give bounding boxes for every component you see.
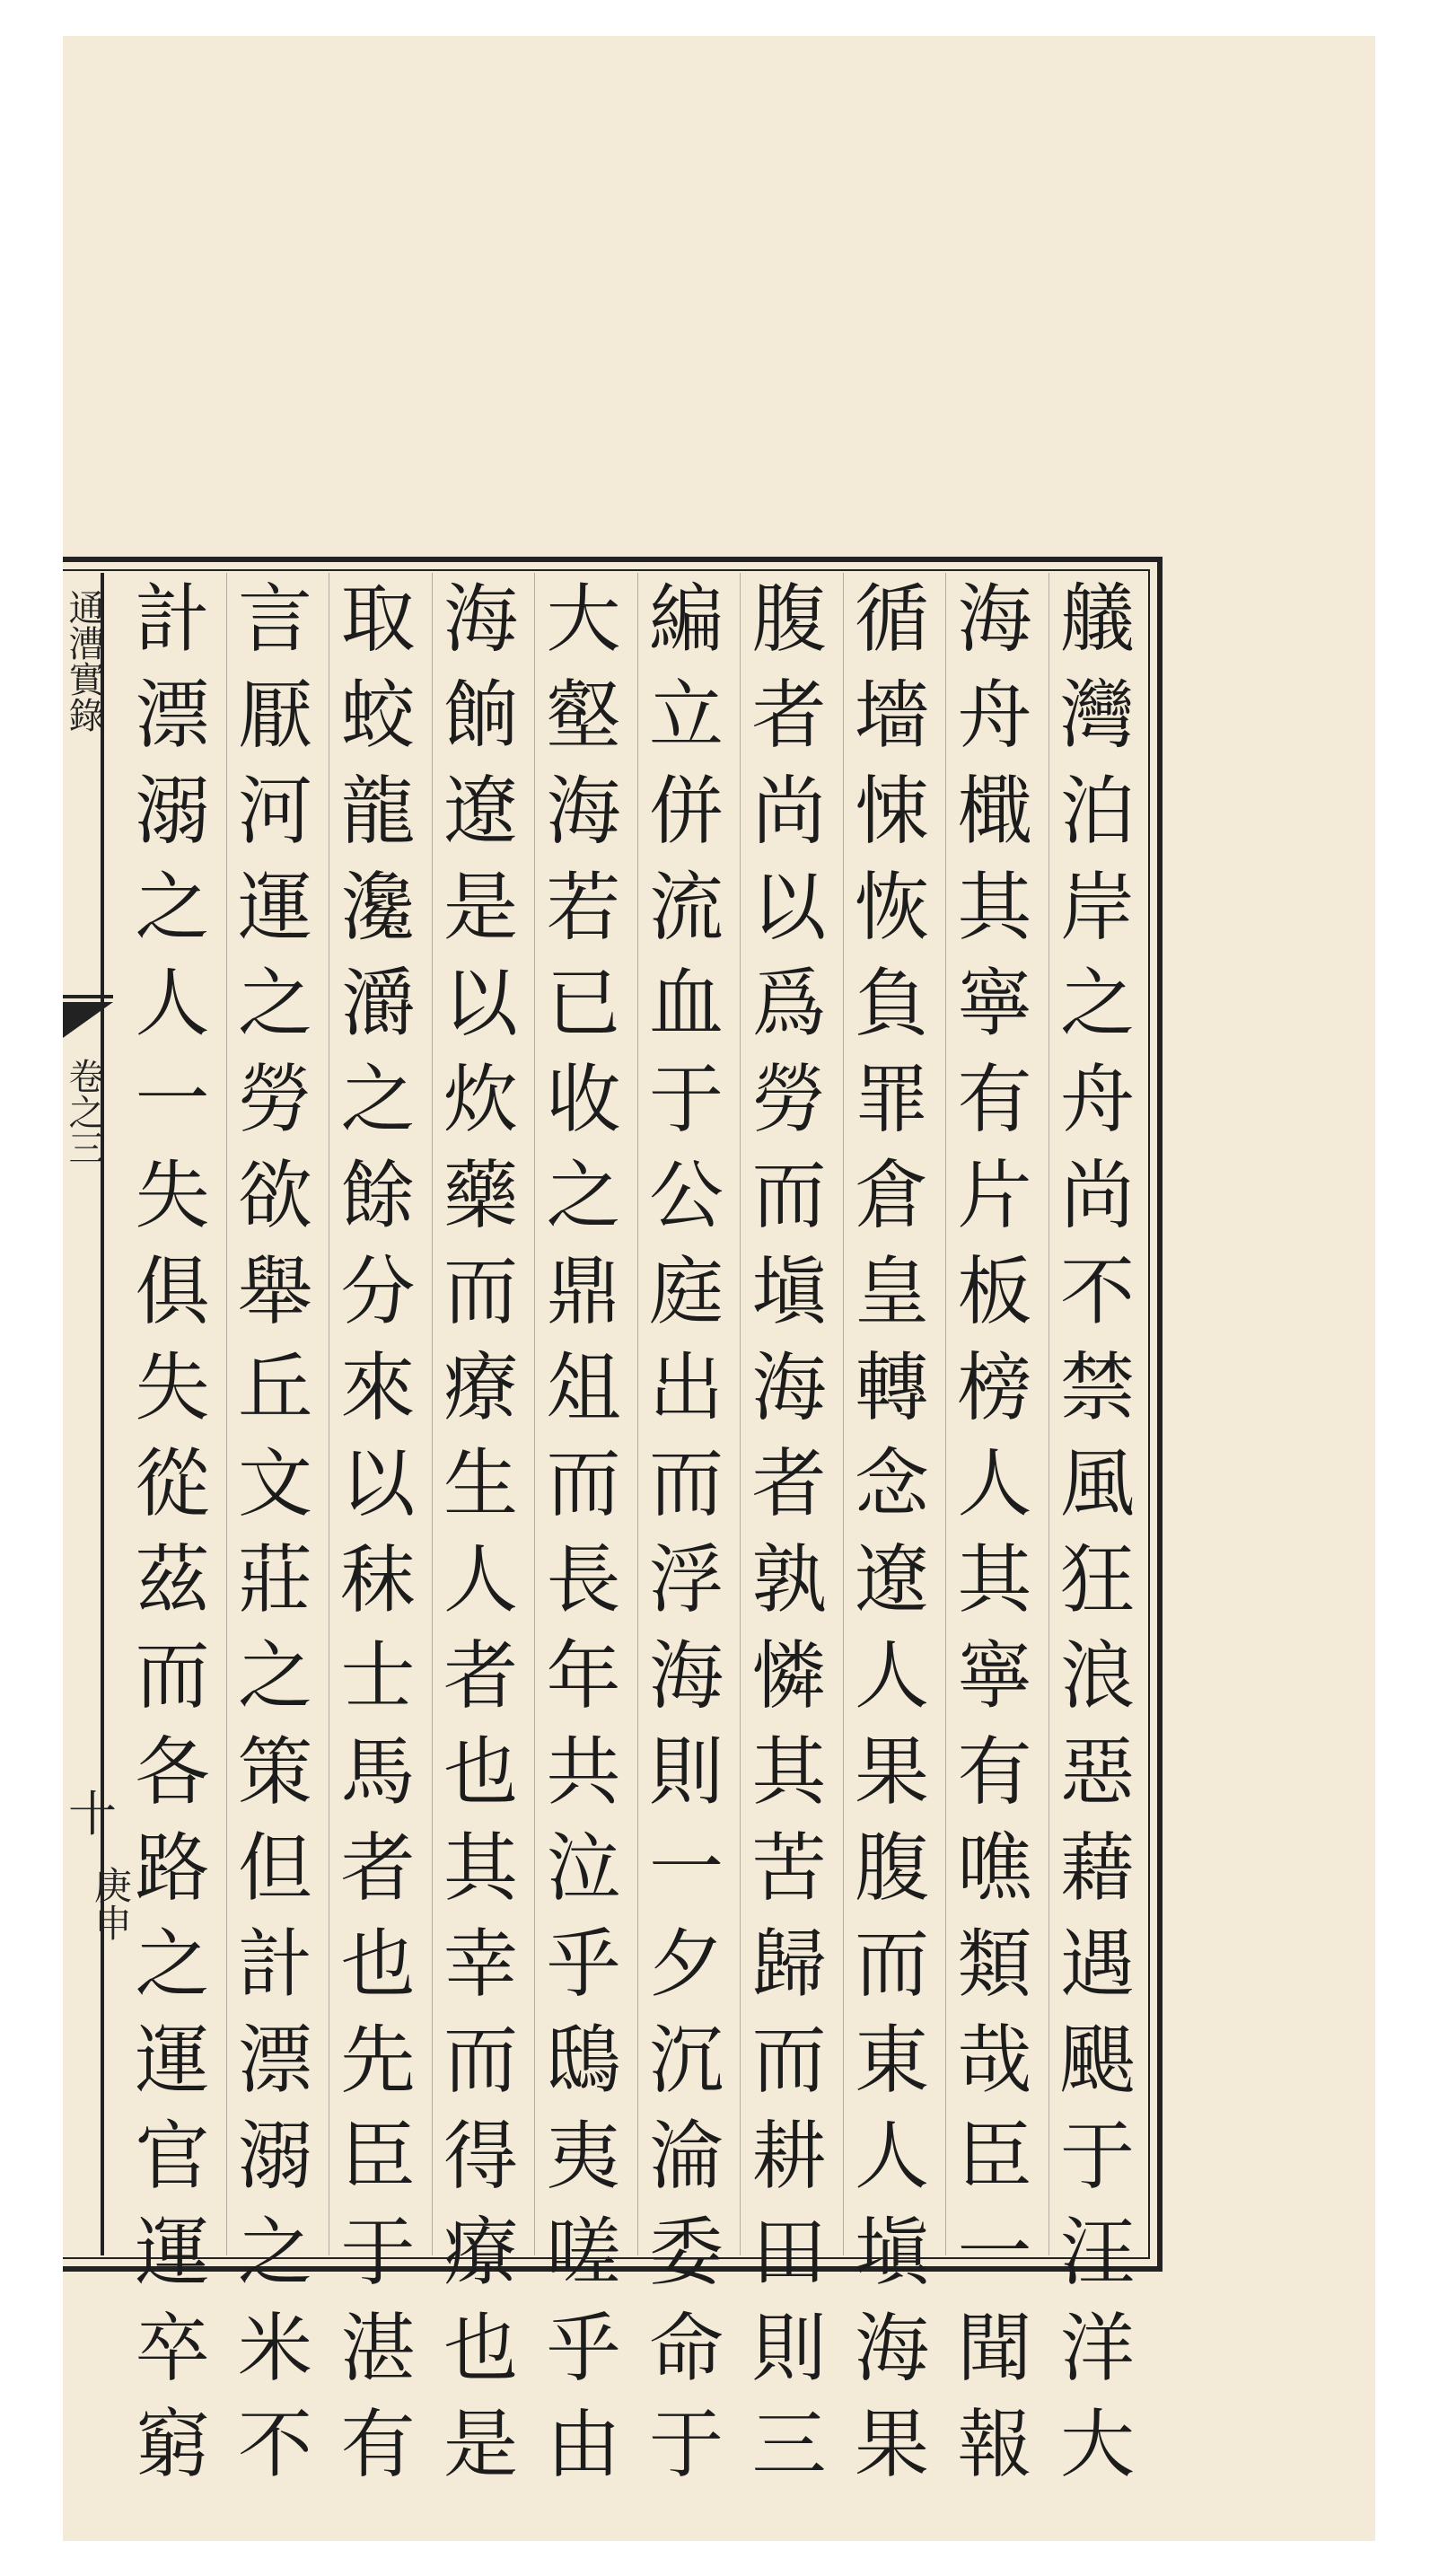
glyph: 長 (546, 1536, 621, 1623)
glyph: 壑 (546, 672, 621, 759)
glyph: 窮 (135, 2401, 210, 2488)
glyph: 卒 (135, 2305, 210, 2392)
glyph: 者 (751, 1440, 827, 1527)
glyph: 而 (751, 1152, 827, 1239)
glyph: 溺 (135, 768, 210, 855)
glyph: 而 (135, 1632, 210, 1719)
glyph: 之 (1060, 960, 1135, 1047)
glyph: 聞 (957, 2305, 1032, 2392)
glyph: 運 (135, 2209, 210, 2296)
glyph: 果 (855, 1728, 929, 1816)
glyph: 生 (443, 1440, 518, 1527)
glyph: 而 (855, 1921, 929, 2008)
glyph: 人 (443, 1536, 518, 1623)
text-column (431, 576, 531, 2503)
glyph: 以 (751, 864, 827, 951)
glyph: 人 (135, 960, 210, 1047)
glyph: 也 (340, 1921, 416, 2008)
glyph: 榜 (957, 1344, 1032, 1431)
glyph: 有 (957, 1056, 1032, 1143)
glyph: 而 (546, 1440, 621, 1527)
margin-volume: 卷之三 (63, 1058, 104, 1165)
glyph: 而 (649, 1440, 724, 1527)
glyph: 俎 (546, 1344, 621, 1431)
glyph: 舟 (957, 672, 1032, 759)
glyph: 轉 (855, 1344, 929, 1431)
glyph: 歸 (751, 1921, 827, 2008)
glyph: 失 (135, 1152, 210, 1239)
glyph: 報 (957, 2401, 1032, 2488)
glyph: 瀺 (340, 864, 416, 951)
glyph: 海 (649, 1632, 724, 1719)
margin-year: 庚申 (89, 1866, 133, 1941)
glyph: 岸 (1060, 864, 1135, 951)
glyph: 皇 (855, 1248, 929, 1335)
glyph: 漂 (135, 672, 210, 759)
glyph: 言 (238, 576, 312, 663)
glyph: 汪 (1060, 2209, 1135, 2296)
glyph: 先 (340, 2017, 416, 2104)
column-rule (843, 573, 844, 2255)
glyph: 洋 (1060, 2305, 1135, 2392)
glyph: 哉 (957, 2017, 1032, 2104)
glyph: 馬 (340, 1728, 416, 1816)
glyph: 者 (751, 672, 827, 759)
text-column (1048, 576, 1148, 2503)
glyph: 艤 (1060, 576, 1135, 663)
glyph: 而 (443, 2017, 518, 2104)
glyph: 遼 (855, 1536, 929, 1623)
glyph: 腹 (855, 1824, 929, 1912)
glyph: 流 (649, 864, 724, 951)
column-rule (534, 573, 535, 2255)
glyph: 勞 (238, 1056, 312, 1143)
glyph: 噍 (957, 1824, 1032, 1912)
glyph: 寧 (957, 960, 1032, 1047)
glyph: 其 (957, 1536, 1032, 1623)
glyph: 耕 (751, 2113, 827, 2200)
glyph: 從 (135, 1440, 210, 1527)
glyph: 委 (649, 2209, 724, 2296)
glyph: 海 (546, 768, 621, 855)
glyph: 鼎 (546, 1248, 621, 1335)
glyph: 各 (135, 1728, 210, 1816)
glyph: 田 (751, 2209, 827, 2296)
glyph: 倉 (855, 1152, 929, 1239)
glyph: 庭 (649, 1248, 724, 1335)
glyph: 公 (649, 1152, 724, 1239)
glyph: 苦 (751, 1824, 827, 1912)
glyph: 文 (238, 1440, 312, 1527)
glyph: 者 (443, 1632, 518, 1719)
glyph: 乎 (546, 2305, 621, 2392)
glyph: 鴟 (546, 2017, 621, 2104)
glyph: 得 (443, 2113, 518, 2200)
glyph: 塡 (855, 2209, 929, 2296)
glyph: 惡 (1060, 1728, 1135, 1816)
fishtail-mark (63, 995, 113, 1052)
text-frame (63, 557, 1163, 2488)
glyph: 計 (238, 1921, 312, 2008)
glyph: 淪 (649, 2113, 724, 2200)
glyph: 負 (855, 960, 929, 1047)
glyph: 類 (957, 1921, 1032, 2008)
glyph: 而 (751, 2017, 827, 2104)
glyph: 命 (649, 2305, 724, 2392)
glyph: 塡 (751, 1248, 827, 1335)
glyph: 丘 (238, 1344, 312, 1431)
glyph: 溺 (238, 2113, 312, 2200)
glyph: 一 (135, 1056, 210, 1143)
glyph: 也 (443, 1728, 518, 1816)
glyph: 于 (340, 2209, 416, 2296)
glyph: 以 (443, 960, 518, 1047)
glyph: 灣 (1060, 672, 1135, 759)
glyph: 運 (238, 864, 312, 951)
glyph: 幸 (443, 1921, 518, 2008)
glyph: 東 (855, 2017, 929, 2104)
glyph: 士 (340, 1632, 416, 1719)
glyph: 浮 (649, 1536, 724, 1623)
glyph: 循 (855, 576, 929, 663)
glyph: 之 (340, 1056, 416, 1143)
glyph: 海 (751, 1344, 827, 1431)
glyph: 餉 (443, 672, 518, 759)
glyph: 編 (649, 576, 724, 663)
glyph: 于 (1060, 2113, 1135, 2200)
glyph: 之 (546, 1152, 621, 1239)
glyph: 罪 (855, 1056, 929, 1143)
glyph: 泣 (546, 1824, 621, 1912)
glyph: 立 (649, 672, 724, 759)
glyph: 湛 (340, 2305, 416, 2392)
glyph: 尚 (1060, 1152, 1135, 1239)
glyph: 也 (443, 2305, 518, 2392)
glyph: 孰 (751, 1536, 827, 1623)
glyph: 果 (855, 2401, 929, 2488)
glyph: 于 (649, 1056, 724, 1143)
glyph: 療 (443, 2209, 518, 2296)
column-rule (740, 573, 741, 2255)
glyph: 計 (135, 576, 210, 663)
glyph: 颶 (1060, 2017, 1135, 2104)
glyph: 人 (957, 1440, 1032, 1527)
glyph: 血 (649, 960, 724, 1047)
text-column (636, 576, 737, 2503)
glyph: 浪 (1060, 1632, 1135, 1719)
glyph: 夕 (649, 1921, 724, 2008)
glyph: 河 (238, 768, 312, 855)
glyph: 人 (855, 2113, 929, 2200)
column-rule (637, 573, 638, 2255)
glyph: 厭 (238, 672, 312, 759)
glyph: 運 (135, 2017, 210, 2104)
glyph: 墻 (855, 672, 929, 759)
glyph: 是 (443, 2401, 518, 2488)
block-heart-margin (63, 573, 133, 2255)
glyph: 欲 (238, 1152, 312, 1239)
glyph: 出 (649, 1344, 724, 1431)
glyph: 有 (957, 1728, 1032, 1816)
glyph: 藉 (1060, 1824, 1135, 1912)
glyph: 乎 (546, 1921, 621, 2008)
text-column (328, 576, 428, 2503)
glyph: 藥 (443, 1152, 518, 1239)
glyph: 于 (649, 2401, 724, 2488)
glyph: 海 (957, 576, 1032, 663)
glyph: 由 (546, 2401, 621, 2488)
glyph: 之 (238, 960, 312, 1047)
text-column (739, 576, 839, 2503)
margin-book-title: 通漕實錄 (63, 589, 104, 733)
glyph: 收 (546, 1056, 621, 1143)
glyph: 秣 (340, 1536, 416, 1623)
glyph: 沉 (649, 2017, 724, 2104)
glyph: 板 (957, 1248, 1032, 1335)
glyph: 之 (135, 864, 210, 951)
glyph: 嗟 (546, 2209, 621, 2296)
glyph: 俱 (135, 1248, 210, 1335)
glyph: 爲 (751, 960, 827, 1047)
glyph: 臣 (957, 2113, 1032, 2200)
glyph: 之 (238, 1632, 312, 1719)
glyph: 有 (340, 2401, 416, 2488)
glyph: 不 (1060, 1248, 1135, 1335)
glyph: 泊 (1060, 768, 1135, 855)
glyph: 遼 (443, 768, 518, 855)
glyph: 檝 (957, 768, 1032, 855)
glyph: 海 (855, 2305, 929, 2392)
glyph: 片 (957, 1152, 1032, 1239)
glyph: 之 (238, 2209, 312, 2296)
glyph: 官 (135, 2113, 210, 2200)
glyph: 一 (649, 1824, 724, 1912)
glyph: 漂 (238, 2017, 312, 2104)
glyph: 併 (649, 768, 724, 855)
glyph: 其 (443, 1824, 518, 1912)
glyph: 而 (443, 1248, 518, 1335)
glyph: 禁 (1060, 1344, 1135, 1431)
glyph: 憐 (751, 1632, 827, 1719)
glyph: 人 (855, 1632, 929, 1719)
margin-page-number: 十 (68, 1786, 117, 1842)
glyph: 分 (340, 1248, 416, 1335)
glyph: 則 (751, 2305, 827, 2392)
text-column (225, 576, 326, 2503)
text-column (533, 576, 634, 2503)
glyph: 風 (1060, 1440, 1135, 1527)
text-column (944, 576, 1045, 2503)
glyph: 海 (443, 576, 518, 663)
glyph: 灂 (340, 960, 416, 1047)
glyph: 若 (546, 864, 621, 951)
glyph: 勞 (751, 1056, 827, 1143)
glyph: 莊 (238, 1536, 312, 1623)
glyph: 狂 (1060, 1536, 1135, 1623)
glyph: 其 (957, 864, 1032, 951)
glyph: 失 (135, 1344, 210, 1431)
text-column (842, 576, 943, 2503)
glyph: 米 (238, 2305, 312, 2392)
glyph: 夷 (546, 2113, 621, 2200)
column-rule (226, 573, 227, 2255)
glyph: 舉 (238, 1248, 312, 1335)
text-column (122, 576, 223, 2503)
glyph: 龍 (340, 768, 416, 855)
glyph: 其 (751, 1728, 827, 1816)
glyph: 共 (546, 1728, 621, 1816)
glyph: 取 (340, 576, 416, 663)
glyph: 者 (340, 1824, 416, 1912)
glyph: 寧 (957, 1632, 1032, 1719)
glyph: 但 (238, 1824, 312, 1912)
glyph: 臣 (340, 2113, 416, 2200)
glyph: 茲 (135, 1536, 210, 1623)
glyph: 不 (238, 2401, 312, 2488)
glyph: 之 (135, 1921, 210, 2008)
glyph: 恢 (855, 864, 929, 951)
glyph: 蛟 (340, 672, 416, 759)
glyph: 來 (340, 1344, 416, 1431)
glyph: 以 (340, 1440, 416, 1527)
glyph: 一 (957, 2209, 1032, 2296)
glyph: 策 (238, 1728, 312, 1816)
glyph: 三 (751, 2401, 827, 2488)
glyph: 療 (443, 1344, 518, 1431)
column-rule (945, 573, 946, 2255)
glyph: 路 (135, 1824, 210, 1912)
glyph: 大 (1060, 2401, 1135, 2488)
glyph: 是 (443, 864, 518, 951)
glyph: 已 (546, 960, 621, 1047)
glyph: 年 (546, 1632, 621, 1719)
glyph: 念 (855, 1440, 929, 1527)
glyph: 腹 (751, 576, 827, 663)
glyph: 尚 (751, 768, 827, 855)
glyph: 炊 (443, 1056, 518, 1143)
glyph: 舟 (1060, 1056, 1135, 1143)
glyph: 大 (546, 576, 621, 663)
column-rule (432, 573, 433, 2255)
glyph: 餘 (340, 1152, 416, 1239)
glyph: 遇 (1060, 1921, 1135, 2008)
glyph: 悚 (855, 768, 929, 855)
glyph: 則 (649, 1728, 724, 1816)
